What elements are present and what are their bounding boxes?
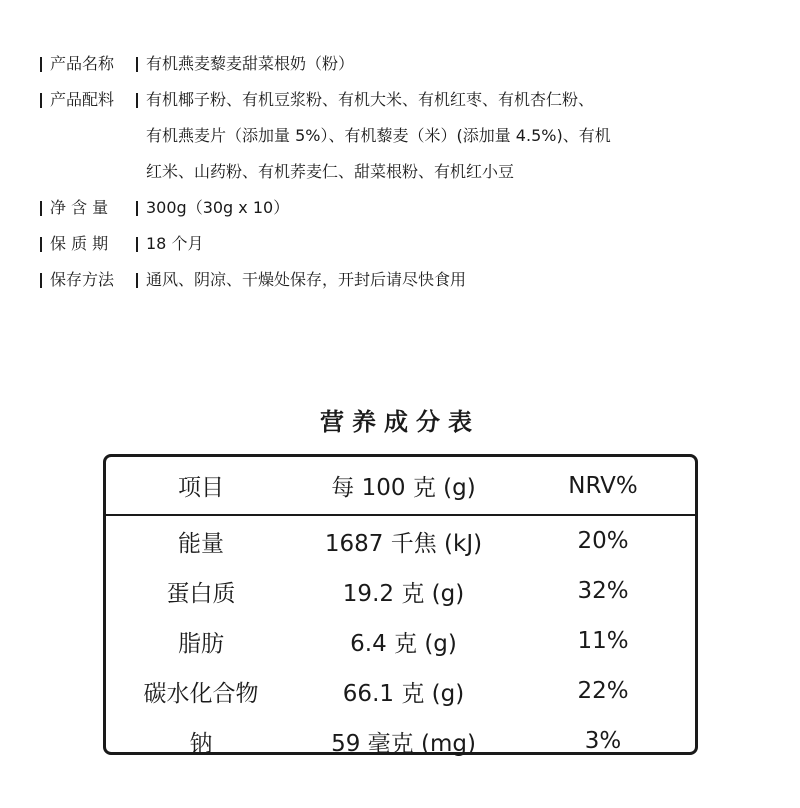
- bar-divider: [40, 273, 42, 288]
- nutrient-name: 钠: [189, 730, 213, 757]
- bar-divider: [40, 57, 42, 72]
- table-row: [106, 666, 695, 716]
- nutrient-name: 脂肪: [178, 630, 224, 657]
- ingredients-line: 有机椰子粉、有机豆浆粉、有机大米、有机红枣、有机杏仁粉、: [146, 90, 595, 109]
- bar-divider: [136, 237, 138, 252]
- info-label: 产品配料: [50, 90, 115, 109]
- table-row: [106, 716, 695, 766]
- info-row-storage: [40, 262, 760, 298]
- info-value: 通风、阴凉、干燥处保存，开封后请尽快食用: [146, 270, 467, 289]
- nutrient-amount: 59 毫克 (mg): [331, 730, 476, 757]
- ingredients-list: [146, 82, 760, 190]
- nutrient-amount: 1687 千焦 (kJ): [324, 530, 483, 557]
- nutrition-table: [103, 454, 698, 755]
- nutrient-amount: 66.1 克 (g): [342, 680, 465, 707]
- nutrient-amount: 6.4 克 (g): [350, 630, 457, 657]
- ingredients-line: 有机燕麦片（添加量 5%）、有机藜麦（米）(添加量 4.5%)、有机: [146, 126, 611, 145]
- nutrition-header-row: [106, 457, 695, 516]
- bar-divider: [40, 201, 42, 216]
- table-row: [106, 566, 695, 616]
- bar-divider: [136, 273, 138, 288]
- bar-divider: [136, 201, 138, 216]
- ingredients-line: 红米、山药粉、有机荞麦仁、甜菜根粉、有机红小豆: [146, 162, 515, 181]
- header-nrv: NRV%: [568, 472, 638, 499]
- nutrient-nrv: 32%: [577, 578, 629, 604]
- info-label: 保存方法: [50, 270, 115, 289]
- info-row-ingredients: [40, 82, 760, 190]
- info-row-shelf-life: [40, 226, 760, 262]
- info-row-net-content: [40, 190, 760, 226]
- bar-divider: [136, 93, 138, 108]
- nutrient-name: 碳水化合物: [143, 680, 259, 707]
- table-row: [106, 516, 695, 566]
- info-label: 净 含 量: [50, 198, 109, 217]
- info-label: 保 质 期: [50, 234, 109, 253]
- bar-divider: [136, 57, 138, 72]
- info-label: 产品名称: [50, 54, 115, 73]
- nutrient-name: 蛋白质: [166, 580, 236, 607]
- product-info: [40, 46, 760, 298]
- bar-divider: [40, 237, 42, 252]
- info-row-name: [40, 46, 760, 82]
- info-value: 有机燕麦藜麦甜菜根奶（粉）: [146, 54, 355, 73]
- info-value: 300g（30g x 10）: [146, 198, 290, 217]
- table-row: [106, 616, 695, 666]
- header-per-100g: 每 100 克 (g): [331, 475, 476, 501]
- info-value: 18 个月: [146, 234, 204, 253]
- nutrient-nrv: 22%: [577, 678, 629, 704]
- nutrition-title: 营养成分表: [320, 408, 480, 436]
- nutrient-amount: 19.2 克 (g): [342, 580, 465, 607]
- bar-divider: [40, 93, 42, 108]
- nutrient-nrv: 11%: [577, 628, 629, 654]
- nutrient-nrv: 20%: [577, 528, 629, 554]
- nutrient-name: 能量: [178, 530, 224, 557]
- nutrient-nrv: 3%: [584, 728, 622, 754]
- header-item: 项目: [178, 475, 224, 501]
